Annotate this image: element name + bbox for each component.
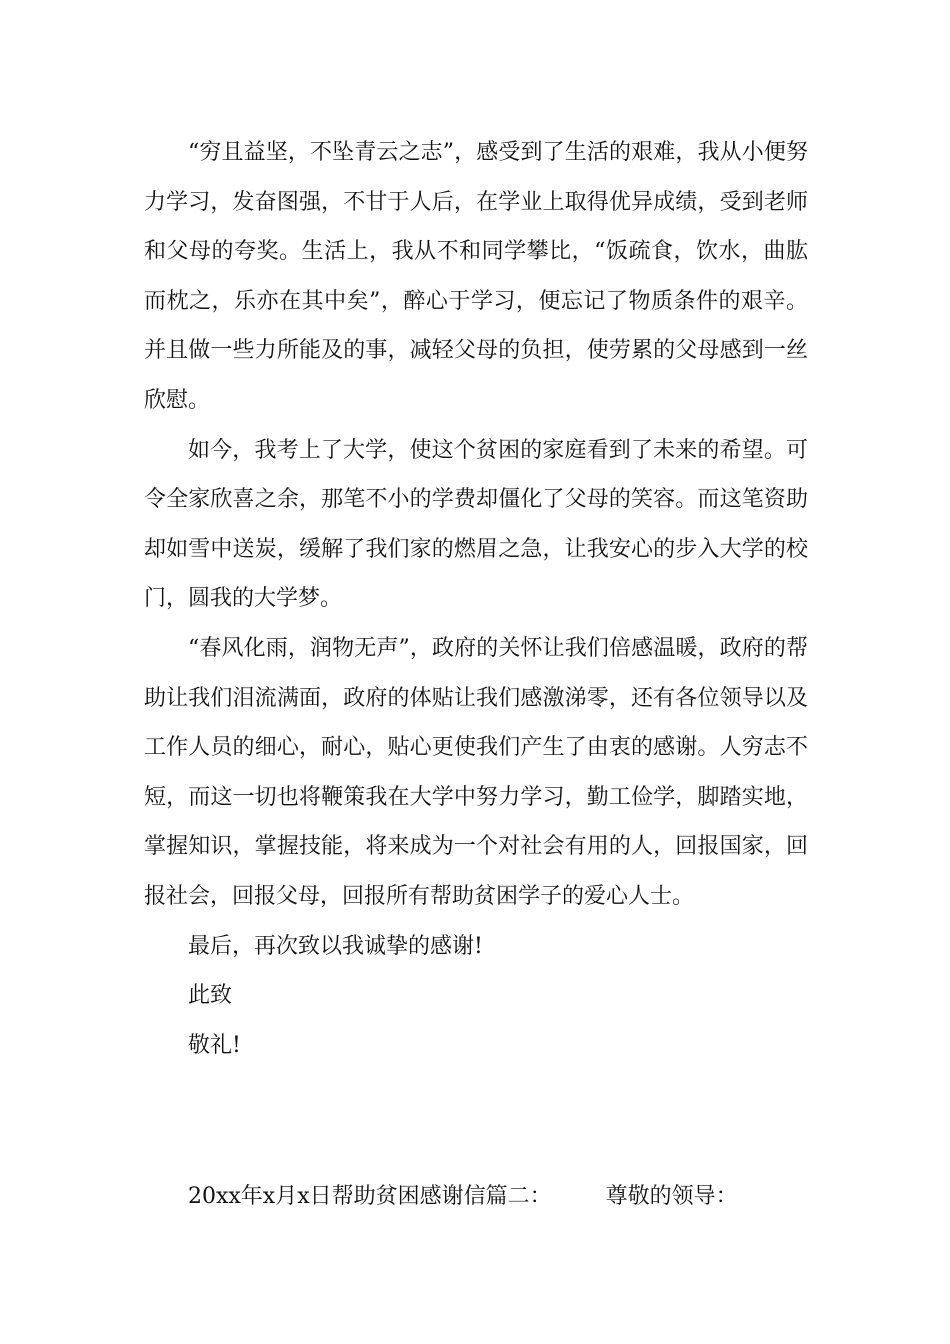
closing-line: 最后，再次致以我诚挚的感谢! bbox=[188, 933, 483, 959]
letter-body bbox=[144, 128, 808, 1070]
salutation-line-1: 此致 bbox=[188, 983, 233, 1009]
paragraph-3: “春风化雨，润物无声”，政府的关怀让我们倍感温暖，政府的帮助让我们泪流满面，政府的体贴让我们感激涕零，还有各位领导以及工作人员的细心，耐心，贴心更使我们产生了由衷的感谢。人穷志不短，而这一切也将鞭策我在大学中努力学习，勤工俭学，脚踏实地，掌握知识，掌握技能，将来成为一个对社会有用的人，回报国家，回报社会，回报父母，回报所有帮助贫困学子的爱心人士。 bbox=[144, 635, 808, 909]
greeting: 尊敬的领导： bbox=[605, 1184, 738, 1209]
date-and-title: 20xx年x月x日帮助贫困感谢信篇二： bbox=[188, 1184, 552, 1209]
paragraph-1: “穷且益坚，不坠青云之志”，感受到了生活的艰难，我从小便努力学习，发奋图强，不甘于人后，在学业上取得优异成绩，受到老师和父母的夸奖。生活上，我从不和同学攀比，“饭疏食，饮水，曲肱而枕之，乐亦在其中矣”，醉心于学习，便忘记了物质条件的艰辛。并且做一些力所能及的事，减轻父母的负担，使劳累的父母感到一丝欣慰。 bbox=[144, 140, 808, 413]
salutation-line-2: 敬礼! bbox=[188, 1032, 241, 1058]
paragraph-2: 如今，我考上了大学，使这个贫困的家庭看到了未来的希望。可令全家欣喜之余，那笔不小的学费却僵化了父母的笑容。而这笔资助却如雪中送炭，缓解了我们家的燃眉之急，让我安心的步入大学的校门，圆我的大学梦。 bbox=[144, 437, 808, 612]
next-letter-heading bbox=[188, 1172, 808, 1222]
